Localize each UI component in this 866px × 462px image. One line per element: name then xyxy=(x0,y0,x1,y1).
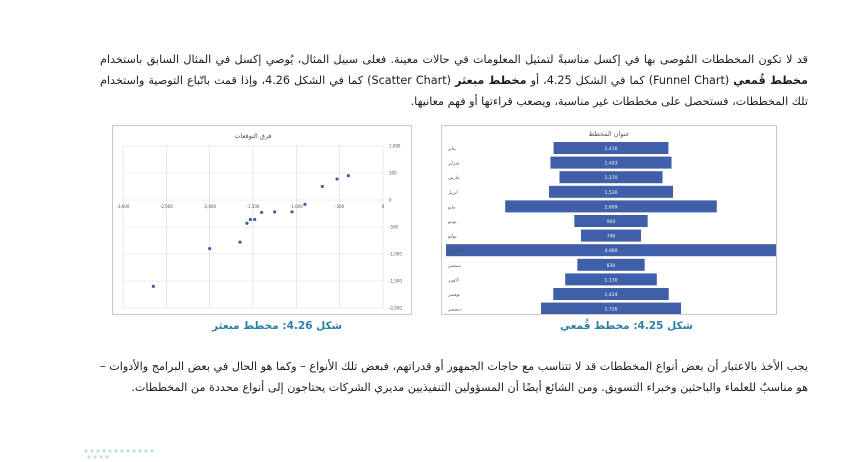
closing-paragraph: يجب الأخذ بالاعتبار أن بعض أنواع المخططات قد لا تتناسب مع حاجات الجمهور أو قدراتهم، فبعض تلك الأنواع – وكما هو الحال في بعض البرامج والأدوات – هو مناسبٌ للعلماء والباحثين وخبراء التسويق. ومن الشائع أيضًا أن المسؤولين التنفيذيين مديري الشركات يحتاجون إلى أنواع محددة من المخططات. xyxy=(100,360,808,395)
funnel-bar-label: 1,270 xyxy=(604,176,618,182)
funnel-bar-label: 1,424 xyxy=(604,293,618,298)
scatter-point xyxy=(245,222,248,225)
funnel-bar-label: 1,530 xyxy=(604,190,618,196)
scatter-point xyxy=(335,177,338,180)
funnel-bar-label: 1,130 xyxy=(604,278,618,284)
funnel-chart xyxy=(442,126,776,314)
scatter-y-tick-label: 0 xyxy=(389,197,392,203)
scatter-x-tick-label: -2,500 xyxy=(159,204,173,209)
funnel-bar-label: 830 xyxy=(606,263,616,269)
scatter-point xyxy=(238,241,241,244)
funnel-bar-label: 2,609 xyxy=(604,205,618,211)
scatter-point xyxy=(347,174,350,177)
scatter-chart-figure xyxy=(112,125,412,315)
scatter-y-tick-label: -2,000 xyxy=(389,305,402,311)
scatter-chart-caption: شكل 4.26: مخطط مبعثر xyxy=(212,320,342,332)
funnel-bar-label: 1,493 xyxy=(604,161,618,167)
scatter-x-tick-label: -1,500 xyxy=(246,204,260,209)
funnel-category-label: أغسطس xyxy=(448,249,466,255)
scatter-x-tick-label: 0 xyxy=(381,204,385,209)
scatter-point xyxy=(208,247,211,250)
funnel-category-label: نوفمبر xyxy=(448,293,461,298)
scatter-y-tick-label: -500 xyxy=(389,224,399,230)
scatter-y-tick-label: -1,000 xyxy=(389,251,402,257)
funnel-chart-figure xyxy=(441,125,777,315)
funnel-category-label: يوليو xyxy=(448,234,457,240)
scatter-point xyxy=(303,203,306,206)
scatter-y-tick-label: 1,000 xyxy=(389,143,401,149)
scatter-x-tick-label: -1,000 xyxy=(289,204,303,209)
funnel-category-label: ديسمبر xyxy=(448,307,462,313)
intro-text-part1: قد لا تكون المخططات المُوصى بها في إكسل مناسبةً لتمثيل المعلومات في حالات معينة. فعلى سبيل المثال، يُوصي إكسل في المثال السابق باستخدام xyxy=(100,53,808,67)
funnel-category-label: سبتمبر xyxy=(448,263,461,269)
scatter-y-tick-label: 500 xyxy=(389,170,397,176)
intro-text-part3: (Scatter Chart) كما في الشكل 4.26، وإذا قمت باتّباع التوصية واستخدام تلك المخططات، فستحصل على مخططات غير مناسبة، ويصعب قراءتها أو فهم معانيها. xyxy=(100,74,808,109)
funnel-category-label: يونيو xyxy=(448,220,457,225)
scatter-point xyxy=(152,285,155,288)
funnel-bar-label: 904 xyxy=(606,220,616,225)
scatter-point xyxy=(249,218,252,221)
scatter-point xyxy=(290,210,293,213)
funnel-chart-title: عنوان المخطط xyxy=(588,130,630,138)
funnel-bar-label: 1,416 xyxy=(604,147,618,152)
intro-text-part2: (Funnel Chart) كما في الشكل 4.25، أو xyxy=(530,74,730,88)
scatter-chart xyxy=(113,126,411,314)
intro-paragraph xyxy=(100,49,808,112)
funnel-category-label: فبراير xyxy=(448,161,459,167)
funnel-category-label: أكتوبر xyxy=(448,278,459,284)
funnel-category-label: مارس xyxy=(448,176,460,182)
funnel-category-label: مايو xyxy=(448,205,456,211)
scatter-chart-term: مخطط مبعثر xyxy=(454,74,527,88)
funnel-chart-caption: شكل 4.25: مخطط قُمعي xyxy=(560,320,693,332)
scatter-point xyxy=(253,218,256,221)
footer-dots-decoration xyxy=(82,448,162,460)
funnel-bar-label: 1,726 xyxy=(604,307,618,313)
funnel-bar-label: 740 xyxy=(606,234,616,240)
scatter-point xyxy=(321,185,324,188)
funnel-chart-term: مخطط قُمعي xyxy=(733,74,808,88)
funnel-bar-label: 4,069 xyxy=(604,249,618,255)
funnel-category-label: يناير xyxy=(448,147,456,152)
scatter-x-tick-label: -3,000 xyxy=(116,204,130,209)
scatter-y-tick-label: -1,500 xyxy=(389,278,402,284)
scatter-x-tick-label: -500 xyxy=(335,204,345,209)
scatter-x-tick-label: -2,000 xyxy=(203,204,217,209)
scatter-chart-title: فرق التوقعات xyxy=(234,132,272,140)
scatter-point xyxy=(260,211,263,214)
funnel-category-label: أبريل xyxy=(448,190,458,196)
scatter-point xyxy=(273,210,276,213)
